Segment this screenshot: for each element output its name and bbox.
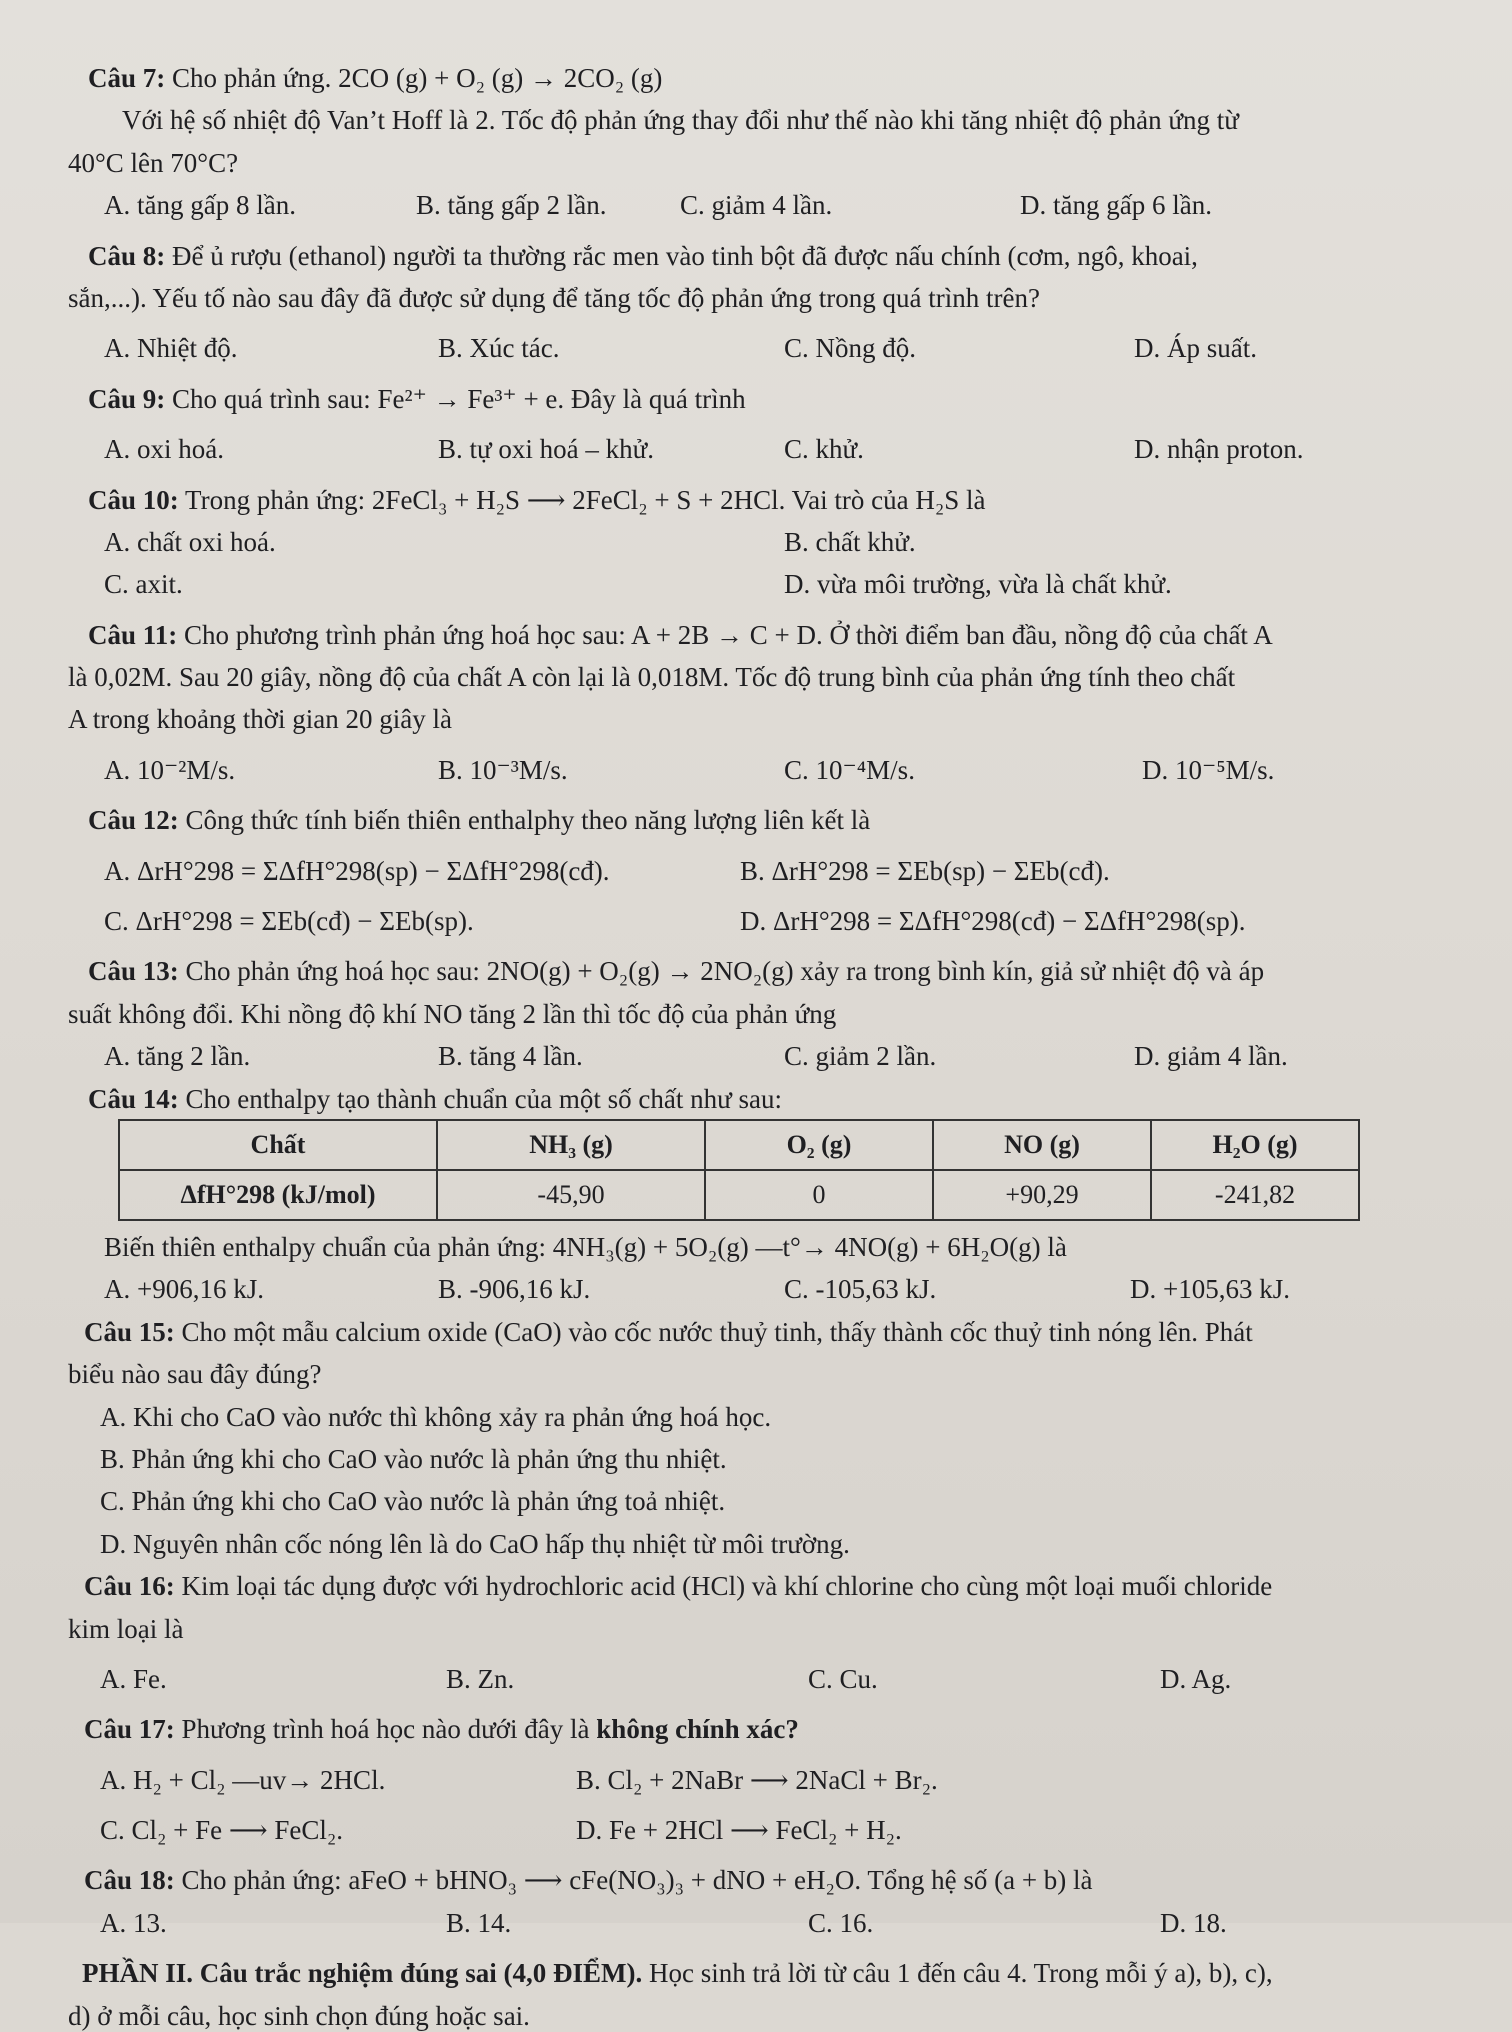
question-7-options [88, 189, 1472, 221]
option-b: B. Cl₂ + 2NaBr ⟶ 2NaCl + Br₂. [576, 1764, 938, 1795]
question-16-text2: kim loại là [68, 1613, 184, 1644]
option-d: D. nhận proton. [1134, 434, 1304, 465]
option-d: D. Fe + 2HCl ⟶ FeCl₂ + H₂. [576, 1815, 902, 1846]
question-12-options-cd [88, 905, 1472, 937]
option-b: B. chất khử. [784, 526, 916, 557]
question-14-text2: Biến thiên enthalpy chuẩn của phản ứng: 4NH₃(g) + 5O₂(g) —t°→ 4NO(g) + 6H₂O(g) là [104, 1231, 1067, 1262]
table-header: NH₃ (g) [437, 1120, 705, 1170]
option-b: B. Xúc tác. [438, 333, 560, 364]
option-c: C. 16. [808, 1907, 874, 1938]
question-12-options-ab [88, 855, 1472, 887]
option-a: A. Fe. [100, 1663, 167, 1694]
option-d: D. Nguyên nhân cốc nóng lên là do CaO hấp thụ nhiệt từ môi trường. [100, 1528, 850, 1559]
option-b: B. -906,16 kJ. [438, 1274, 591, 1305]
option-d: D. Áp suất. [1134, 333, 1257, 364]
option-a: A. oxi hoá. [104, 434, 224, 465]
question-7: Câu 7: Cho phản ứng. 2CO (g) + O₂ (g) → 2CO₂ (g) [88, 63, 663, 93]
enthalpy-table [118, 1119, 1360, 1221]
option-a: A. 10⁻²M/s. [104, 754, 236, 785]
option-c: C. Nồng độ. [784, 333, 917, 364]
question-13-options [88, 1040, 1472, 1072]
part-2-heading: PHẦN II. Câu trắc nghiệm đúng sai (4,0 ĐIỂM). Học sinh trả lời từ câu 1 đến câu 4. Trong mỗi ý a), b), c), [82, 1958, 1273, 1989]
option-d: D. 10⁻⁵M/s. [1142, 754, 1275, 785]
option-d: D. tăng gấp 6 lần. [1020, 190, 1212, 221]
question-17: Câu 17: Phương trình hoá học nào dưới đây là không chính xác? [84, 1714, 799, 1745]
option-d: D. giảm 4 lần. [1134, 1041, 1288, 1072]
option-d: D. +105,63 kJ. [1130, 1274, 1290, 1305]
question-11-text2: là 0,02M. Sau 20 giây, nồng độ của chất A còn lại là 0,018M. Tốc độ trung bình của phản ứng tính theo chất [68, 662, 1236, 693]
option-d: D. Ag. [1160, 1663, 1232, 1694]
question-8-text2: sắn,...). Yếu tố nào sau đây đã được sử dụng để tăng tốc độ phản ứng trong quá trình trên? [68, 282, 1040, 313]
option-a: A. Nhiệt độ. [104, 333, 238, 364]
question-8: Câu 8: Để ủ rượu (ethanol) người ta thường rắc men vào tinh bột đã được nấu chính (cơm, ngô, khoai, [88, 240, 1198, 271]
question-17-options-cd [88, 1814, 1472, 1846]
question-9-options [88, 433, 1472, 465]
table-header: O₂ (g) [705, 1120, 933, 1170]
option-a: A. chất oxi hoá. [104, 526, 276, 557]
table-header: Chất [119, 1120, 437, 1170]
option-c: C. axit. [104, 569, 183, 600]
option-c: C. Phản ứng khi cho CaO vào nước là phản ứng toả nhiệt. [100, 1486, 726, 1517]
question-14: Câu 14: Cho enthalpy tạo thành chuẩn của một số chất như sau: [88, 1083, 783, 1114]
question-16-options [88, 1663, 1472, 1695]
option-c: C. -105,63 kJ. [784, 1274, 937, 1305]
question-11-options [88, 754, 1472, 786]
option-b: B. Phản ứng khi cho CaO vào nước là phản ứng thu nhiệt. [100, 1443, 727, 1474]
question-16: Câu 16: Kim loại tác dụng được với hydrochloric acid (HCl) và khí chlorine cho cùng một loại muối chloride [84, 1571, 1273, 1602]
option-d: D. vừa môi trường, vừa là chất khử. [784, 569, 1172, 600]
option-b: B. tăng 4 lần. [438, 1041, 583, 1072]
question-15: Câu 15: Cho một mẫu calcium oxide (CaO) vào cốc nước thuỷ tinh, thấy thành cốc thuỷ tinh nóng lên. Phát [84, 1316, 1253, 1347]
question-13: Câu 13: Cho phản ứng hoá học sau: 2NO(g) + O₂(g) → 2NO₂(g) xảy ra trong bình kín, giả sử nhiệt độ và áp [88, 956, 1265, 987]
table-header-row [119, 1120, 1359, 1170]
option-b: B. tự oxi hoá – khử. [438, 434, 655, 465]
option-a: A. +906,16 kJ. [104, 1274, 264, 1305]
question-14-options [88, 1273, 1472, 1305]
part-2-text2: d) ở mỗi câu, học sinh chọn đúng hoặc sai. [68, 2000, 530, 2031]
option-a: A. ΔrH°298 = ΣΔfH°298(sp) − ΣΔfH°298(cđ). [104, 855, 610, 886]
option-a: A. Khi cho CaO vào nước thì không xảy ra phản ứng hoá học. [100, 1401, 772, 1432]
question-11: Câu 11: Cho phương trình phản ứng hoá học sau: A + 2B → C + D. Ở thời điểm ban đầu, nồng độ của chất A [88, 619, 1273, 650]
option-b: B. Zn. [446, 1663, 515, 1694]
option-c: C. giảm 2 lần. [784, 1041, 937, 1072]
question-10-options-cd [88, 568, 1472, 600]
option-b: B. ΔrH°298 = ΣEb(sp) − ΣEb(cđ). [740, 855, 1110, 886]
question-10-options-ab [88, 526, 1472, 558]
table-cell: 0 [705, 1170, 933, 1220]
option-b: B. tăng gấp 2 lần. [416, 190, 607, 221]
option-b: B. 10⁻³M/s. [438, 754, 568, 785]
table-cell: -241,82 [1151, 1170, 1359, 1220]
question-18: Câu 18: Cho phản ứng: aFeO + bHNO₃ ⟶ cFe(NO₃)₃ + dNO + eH₂O. Tổng hệ số (a + b) là [84, 1865, 1093, 1896]
question-9: Câu 9: Cho quá trình sau: Fe²⁺ → Fe³⁺ + e. Đây là quá trình [88, 383, 746, 414]
table-cell: +90,29 [933, 1170, 1151, 1220]
question-17-options-ab [88, 1764, 1472, 1796]
question-11-text3: A trong khoảng thời gian 20 giây là [68, 704, 452, 735]
table-row-label: ΔfH°298 (kJ/mol) [119, 1170, 437, 1220]
option-b: B. 14. [446, 1907, 512, 1938]
option-c: C. ΔrH°298 = ΣEb(cđ) − ΣEb(sp). [104, 906, 474, 937]
option-c: C. Cl₂ + Fe ⟶ FeCl₂. [100, 1815, 344, 1846]
table-cell: -45,90 [437, 1170, 705, 1220]
option-c: C. 10⁻⁴M/s. [784, 754, 915, 785]
option-a: A. tăng gấp 8 lần. [104, 190, 296, 221]
question-13-text2: suất không đổi. Khi nồng độ khí NO tăng 2 lần thì tốc độ của phản ứng [68, 998, 837, 1029]
question-12: Câu 12: Công thức tính biến thiên enthalphy theo năng lượng liên kết là [88, 805, 871, 836]
option-d: D. 18. [1160, 1907, 1227, 1938]
table-header: H₂O (g) [1151, 1120, 1359, 1170]
question-15-text2: biểu nào sau đây đúng? [68, 1359, 322, 1390]
option-c: C. giảm 4 lần. [680, 190, 833, 221]
option-a: A. 13. [100, 1907, 167, 1938]
question-7-text2: Với hệ số nhiệt độ Van’t Hoff là 2. Tốc độ phản ứng thay đổi như thế nào khi tăng nhiệt độ phản ứng từ [122, 105, 1239, 136]
option-c: C. khử. [784, 434, 864, 465]
question-10: Câu 10: Trong phản ứng: 2FeCl₃ + H₂S ⟶ 2FeCl₂ + S + 2HCl. Vai trò của H₂S là [88, 484, 986, 515]
option-a: A. tăng 2 lần. [104, 1041, 251, 1072]
question-18-options [88, 1907, 1472, 1939]
option-c: C. Cu. [808, 1663, 878, 1694]
question-7-text3: 40°C lên 70°C? [68, 147, 239, 178]
question-8-options [88, 332, 1472, 364]
option-d: D. ΔrH°298 = ΣΔfH°298(cđ) − ΣΔfH°298(sp). [740, 906, 1246, 937]
option-a: A. H₂ + Cl₂ —uv→ 2HCl. [100, 1764, 386, 1795]
table-row [119, 1170, 1359, 1220]
table-header: NO (g) [933, 1120, 1151, 1170]
